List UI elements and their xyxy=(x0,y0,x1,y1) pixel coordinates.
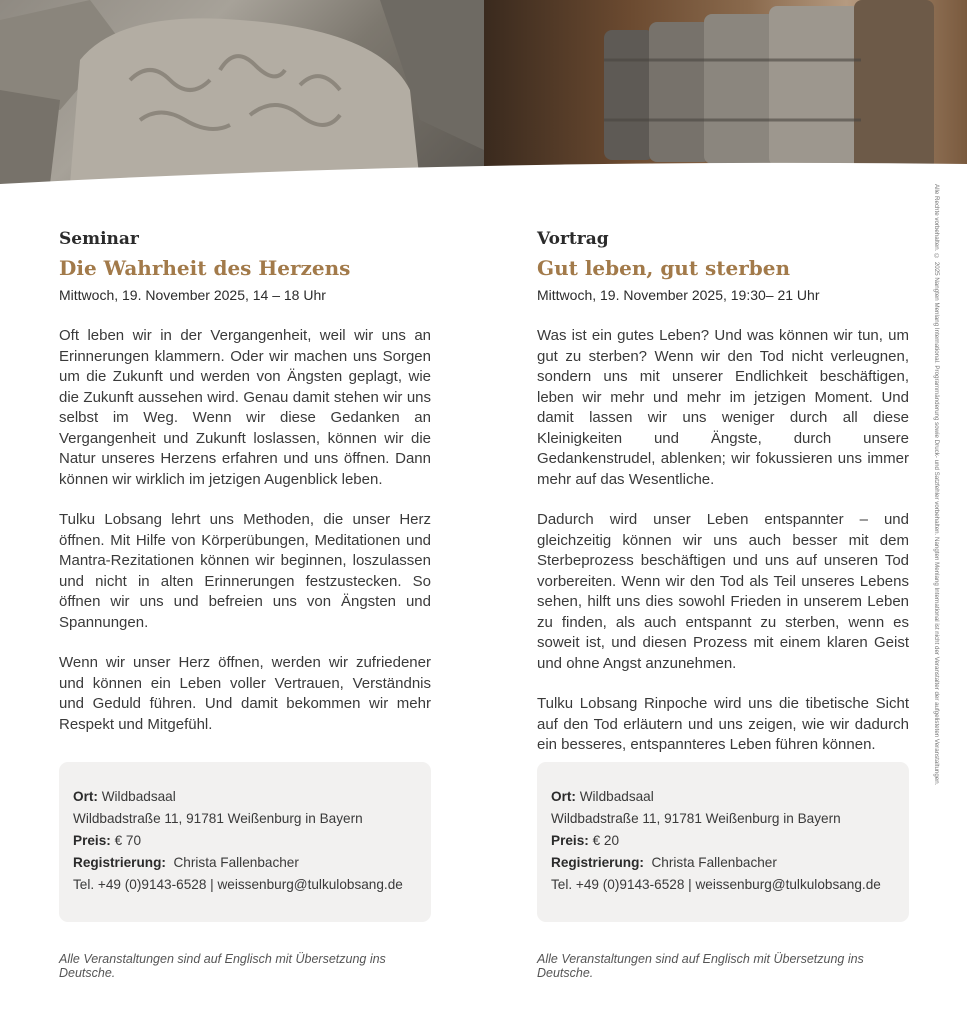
description-paragraph: Was ist ein gutes Leben? Und was können wir tun, um gut zu sterben? Wenn wir den Tod nicht verleugnen, sondern uns mit unserer Endlichkeit beschäftigen, leben wir mehr und mehr im jetzigen Moment. Und damit lassen wir uns weniger durch all diese Kleinigkeiten und Ängste, durch unsere Gedankenstrudel, ablenken; wir fokussieren uns immer mehr auf das Wesentliche. xyxy=(537,327,909,488)
header-curve xyxy=(0,150,967,190)
venue-label: Ort: xyxy=(551,789,576,804)
registration-line xyxy=(73,852,417,874)
contact-line[interactable]: Tel. +49 (0)9143-6528 | weissenburg@tulkulobsang.de xyxy=(551,877,881,892)
price-label: Preis: xyxy=(73,833,111,848)
registration-contact: Christa Fallenbacher xyxy=(651,855,777,870)
event-kind: Seminar xyxy=(59,229,139,249)
registration-line xyxy=(551,852,895,874)
address: Wildbadstraße 11, 91781 Weißenburg in Bayern xyxy=(551,811,841,826)
description-paragraph: Oft leben wir in der Vergangenheit, weil wir uns an Erinnerungen klammern. Oder wir machen uns Sorgen um die Zukunft und werden von Ängsten geplagt, wie die Zukunft aussehen wird. Genau damit stehen wir uns selbst im Weg. Wenn wir diese Gedanken an Vergangenheit und Zukunft loslassen, können wir die Natur unseres Herzens erfahren und uns öffnen. Dann können wir wirklich im jetzigen Augenblick leben. xyxy=(59,327,431,488)
lecture-info-box xyxy=(537,762,909,922)
registration-label: Registrierung: xyxy=(551,855,644,870)
description-paragraph: Wenn wir unser Herz öffnen, werden wir zufriedener und können ein Leben voller Vertrauen, Verständnis und Geduld führen. Und damit bekommen wir mehr Respekt und Mitgefühl. xyxy=(59,654,431,733)
copyright-note: Alle Rechte vorbehalten. © 2025 Nangten Menlang International. Programmänderung sowie Druck- und Satzfehler vorbehalten. Nangten Menlang International ist nicht der Veranstalter der aufgelisteten Veranstaltungen. xyxy=(933,184,940,786)
price-line xyxy=(551,830,895,852)
price-line xyxy=(73,830,417,852)
venue-line xyxy=(73,786,417,808)
event-date: Mittwoch, 19. November 2025, 14 – 18 Uhr xyxy=(59,287,326,303)
event-kind: Vortrag xyxy=(537,229,609,249)
contact-line[interactable]: Tel. +49 (0)9143-6528 | weissenburg@tulkulobsang.de xyxy=(73,877,403,892)
price: € 20 xyxy=(592,833,620,848)
venue: Wildbadsaal xyxy=(579,789,654,804)
venue-label: Ort: xyxy=(73,789,98,804)
event-date: Mittwoch, 19. November 2025, 19:30– 21 Uhr xyxy=(537,287,820,303)
seminar-column xyxy=(59,226,431,755)
event-title: Die Wahrheit des Herzens xyxy=(59,256,351,280)
address: Wildbadstraße 11, 91781 Weißenburg in Bayern xyxy=(73,811,363,826)
seminar-info-box xyxy=(59,762,431,922)
language-note: Alle Veranstaltungen sind auf Englisch mit Übersetzung ins Deutsche. xyxy=(537,952,864,980)
lecture-column xyxy=(537,226,909,776)
venue-line xyxy=(551,786,895,808)
language-note: Alle Veranstaltungen sind auf Englisch mit Übersetzung ins Deutsche. xyxy=(59,952,386,980)
description-paragraph: Tulku Lobsang Rinpoche wird uns die tibetische Sicht auf den Tod erläutern und uns zeigen, wie wir dadurch ein besseres, entspannteres Leben führen können. xyxy=(537,695,909,753)
registration-contact: Christa Fallenbacher xyxy=(173,855,299,870)
price: € 70 xyxy=(114,833,142,848)
event-title: Gut leben, gut sterben xyxy=(537,256,791,280)
description-paragraph: Tulku Lobsang lehrt uns Methoden, die unser Herz öffnen. Mit Hilfe von Körperübungen, Meditationen und Mantra-Rezitationen können wir beginnen, loszulassen und nicht in alten Erinnerungen festzustecken. So öffnen wir uns und befreien uns von Ängsten und Spannungen. xyxy=(59,511,431,631)
registration-label: Registrierung: xyxy=(73,855,166,870)
price-label: Preis: xyxy=(551,833,589,848)
venue: Wildbadsaal xyxy=(101,789,176,804)
description-paragraph: Dadurch wird unser Leben entspannter – und gleichzeitig können wir uns auch besser mit dem Sterbeprozess beschäftigen und uns auf unseren Tod vorbereiten. Wenn wir den Tod als Teil unseres Lebens sehen, hilft uns dies sowohl Frieden in unserem Leben zu finden, als auch entspannt zu sterben, wenn es soweit ist, und diesen Prozess mit einem klaren Geist und ohne Angst anzunehmen. xyxy=(537,511,909,672)
